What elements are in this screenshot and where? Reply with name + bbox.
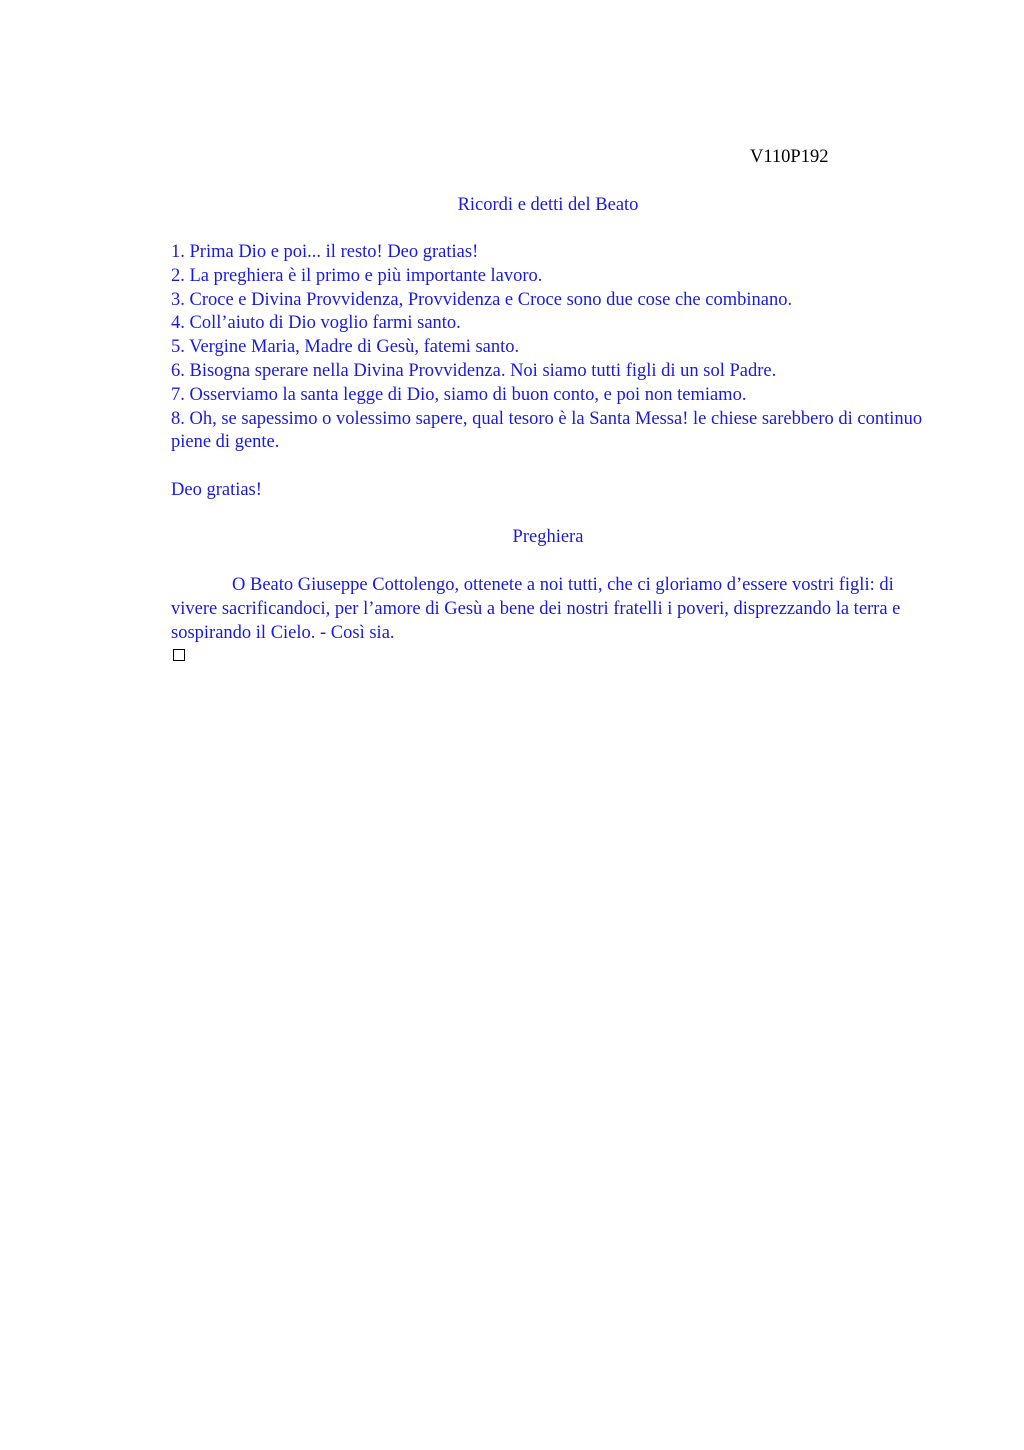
section-title-preghiera: Preghiera bbox=[512, 527, 584, 547]
saying-item: 2. La preghiera è il primo e più importante lavoro. bbox=[171, 265, 543, 286]
end-square-icon bbox=[173, 649, 185, 661]
saying-item: 7. Osserviamo la santa legge di Dio, siamo di buon conto, e poi non temiamo. bbox=[171, 384, 747, 405]
saying-item: 3. Croce e Divina Provvidenza, Provvidenza e Croce sono due cose che combinano. bbox=[171, 289, 793, 310]
saying-item: 5. Vergine Maria, Madre di Gesù, fatemi santo. bbox=[171, 337, 520, 358]
page-code: V110P192 bbox=[750, 147, 829, 167]
saying-item: 8. Oh, se sapessimo o volessimo sapere, qual tesoro è la Santa Messa! le chiese sarebbero di continuo piene di gente. bbox=[171, 408, 923, 453]
closing-line: Deo gratias! bbox=[171, 480, 262, 500]
saying-item: 4. Coll’aiuto di Dio voglio farmi santo. bbox=[171, 313, 461, 334]
section-title-ricordi: Ricordi e detti del Beato bbox=[457, 195, 639, 215]
prayer-paragraph: O Beato Giuseppe Cottolengo, ottenete a noi tutti, che ci gloriamo d’essere vostri figli: di vivere sacrificandoci, per l’amore di Gesù a bene dei nostri fratelli i poveri, disprezzando la terra e sospirando il Cielo. - Così sia. bbox=[171, 575, 901, 643]
saying-item: 6. Bisogna sperare nella Divina Provvidenza. Noi siamo tutti figli di un sol Padre. bbox=[171, 360, 777, 381]
sayings-list bbox=[171, 241, 923, 455]
saying-item: 1. Prima Dio e poi... il resto! Deo gratias! bbox=[171, 242, 479, 262]
